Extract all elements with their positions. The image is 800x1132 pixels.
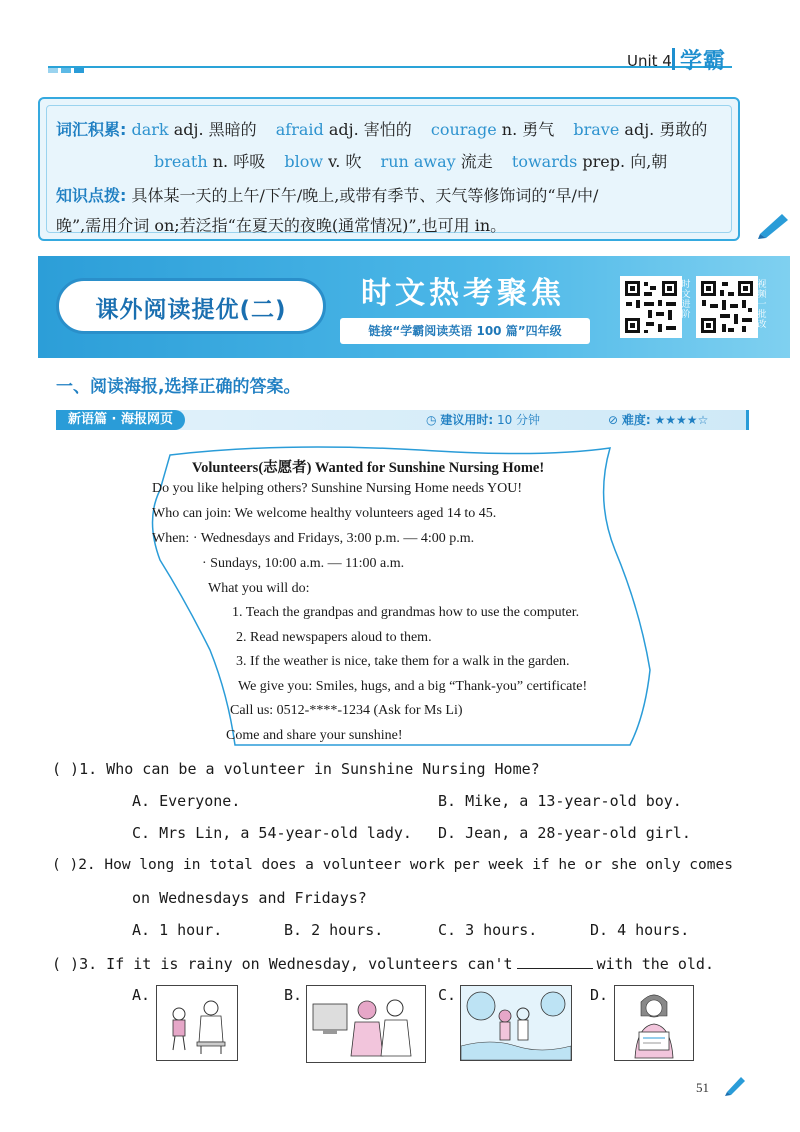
vocab-word: courage <box>430 120 497 139</box>
option-d[interactable]: D. <box>590 986 609 1004</box>
check-icon: ⊘ <box>608 413 619 427</box>
answer-slot[interactable]: ( ) <box>52 857 79 873</box>
vocab-word: run away <box>380 152 456 171</box>
answer-slot[interactable]: ( ) <box>52 760 80 778</box>
page-number: 51 <box>696 1080 709 1095</box>
tip-line-1 <box>56 183 598 206</box>
vocab-meaning: 黑暗的 <box>208 120 257 139</box>
genre-tag: 新语篇 · 海报网页 <box>56 410 185 430</box>
computer-scene-icon <box>307 986 425 1062</box>
option-d[interactable]: D. Jean, a 28-year-old girl. <box>438 824 691 842</box>
walk-scene-icon <box>157 986 237 1060</box>
tip-text: 具体某一天的上午/下午/晚上,或带有季节、天气等修饰词的“早/中/ <box>131 186 599 205</box>
brand-logo: 学霸 <box>680 49 727 74</box>
section-title: 一、阅读海报,选择正确的答案。 <box>56 377 301 397</box>
poster-line: We give you: Smiles, hugs, and a big “Thank-you” certificate! <box>238 679 588 694</box>
banner-title: 时文热考聚焦 <box>361 276 565 311</box>
poster-line: Who can join: We welcome healthy volunteers aged 14 to 45. <box>152 506 497 521</box>
suggested-time <box>426 411 540 428</box>
poster-line: · Sundays, 10:00 a.m. — 11:00 a.m. <box>202 556 405 571</box>
question-text: 1. Who can be a volunteer in Sunshine Nursing Home? <box>79 760 540 778</box>
poster-line: 3. If the weather is nice, take them for a walk in the garden. <box>236 654 570 669</box>
difficulty <box>608 411 708 428</box>
option-d-picture[interactable] <box>614 985 694 1061</box>
brand-separator <box>672 48 675 70</box>
poster-line: What you will do: <box>208 581 310 596</box>
pencil-icon <box>756 210 792 240</box>
qr-label: 时文进阶 <box>681 280 691 320</box>
option-c[interactable]: C. 3 hours. <box>438 921 538 939</box>
poster-line: Do you like helping others? Sunshine Nursing Home needs YOU! <box>152 481 523 496</box>
vocab-pos: adj. <box>328 120 359 139</box>
vocab-meaning: 勇气 <box>522 120 555 139</box>
vocab-meaning: 害怕的 <box>363 120 412 139</box>
vocab-meaning: 向,朝 <box>630 152 668 171</box>
tip-label: 知识点拨: <box>56 186 127 205</box>
option-a[interactable]: A. 1 hour. <box>132 921 223 939</box>
question-text-end: with the old. <box>596 955 714 973</box>
banner-left-pill <box>56 278 326 334</box>
vocab-pos: prep. <box>582 152 626 171</box>
vocab-word: dark <box>131 120 169 139</box>
qr-code-icon <box>622 278 680 336</box>
tip-line-2 <box>56 213 506 236</box>
poster-title: Volunteers(志愿者) Wanted for Sunshine Nursing Home! <box>192 460 545 476</box>
vocab-pos: adj. <box>173 120 204 139</box>
vocab-pos: v. <box>328 152 341 171</box>
vocab-word: towards <box>511 152 578 171</box>
option-b[interactable]: B. <box>284 986 303 1004</box>
option-b[interactable]: B. Mike, a 13-year-old boy. <box>438 792 682 810</box>
question-3 <box>52 954 714 973</box>
vocab-pos: n. <box>212 152 229 171</box>
poster-line: Call us: 0512-****-1234 (Ask for Ms Li) <box>230 703 463 718</box>
difficulty-stars: ★★★★☆ <box>654 413 709 427</box>
fill-blank[interactable] <box>517 954 593 969</box>
option-a[interactable]: A. <box>132 986 151 1004</box>
vocab-pos: n. <box>501 120 518 139</box>
vocab-word: blow <box>284 152 324 171</box>
vocab-box <box>38 97 740 241</box>
certificate-scene-icon <box>615 986 693 1060</box>
banner-left-text: 课外阅读提优(二) <box>95 297 287 323</box>
tip-text: 晚”,需用介词 on;若泛指“在夏天的夜晚(通常情况)”,也可用 in。 <box>56 216 507 235</box>
option-b-picture[interactable] <box>306 985 426 1063</box>
option-b[interactable]: B. 2 hours. <box>284 921 384 939</box>
reading-banner <box>38 256 790 358</box>
qr-code-icon <box>698 278 756 336</box>
option-d[interactable]: D. 4 hours. <box>590 921 690 939</box>
vocab-word: breath <box>154 152 208 171</box>
poster-line: When: · Wednesdays and Fridays, 3:00 p.m. — 4:00 p.m. <box>152 531 475 546</box>
question-2 <box>52 857 733 873</box>
difficulty-label: 难度: <box>621 413 651 427</box>
vocab-meaning: 流走 <box>460 152 493 171</box>
answer-slot[interactable]: ( ) <box>52 955 80 973</box>
vocab-meaning: 吹 <box>345 152 362 171</box>
option-c[interactable]: C. <box>438 986 457 1004</box>
vocab-meaning: 勇敢的 <box>659 120 708 139</box>
poster-line: 1. Teach the grandpas and grandmas how to use the computer. <box>232 605 580 620</box>
vocab-label: 词汇积累: <box>56 120 127 139</box>
poster-line: 2. Read newspapers aloud to them. <box>236 630 432 645</box>
question-text: 2. How long in total does a volunteer work per week if he or she only comes <box>78 857 733 873</box>
vocab-word: brave <box>573 120 620 139</box>
question-2-cont: on Wednesdays and Fridays? <box>132 889 367 907</box>
option-a[interactable]: A. Everyone. <box>132 792 241 810</box>
unit-label: Unit 4 <box>627 52 672 70</box>
vocab-line-2 <box>154 149 667 172</box>
garden-scene-icon <box>461 986 571 1060</box>
option-c-picture[interactable] <box>460 985 572 1061</box>
question-text: 3. If it is rainy on Wednesday, volunteers can't <box>79 955 513 973</box>
qr-code[interactable] <box>696 276 758 338</box>
vocab-meaning: 呼吸 <box>233 152 266 171</box>
time-label: 建议用时: <box>440 413 494 427</box>
option-c[interactable]: C. Mrs Lin, a 54-year-old lady. <box>132 824 412 842</box>
pencil-icon <box>724 1074 748 1096</box>
vocab-pos: adj. <box>624 120 655 139</box>
question-1 <box>52 760 540 778</box>
qr-label: 视频一批改 <box>757 280 767 330</box>
banner-subtitle: 链接“学霸阅读英语 100 篇”四年级 <box>340 318 590 344</box>
vocab-word: afraid <box>275 120 324 139</box>
clock-icon: ◷ <box>426 413 437 427</box>
info-strip <box>56 410 749 430</box>
vocab-line-1 <box>56 117 707 140</box>
time-value: 10 分钟 <box>496 413 541 427</box>
option-a-picture[interactable] <box>156 985 238 1061</box>
poster-line: Come and share your sunshine! <box>226 728 403 743</box>
qr-code[interactable] <box>620 276 682 338</box>
